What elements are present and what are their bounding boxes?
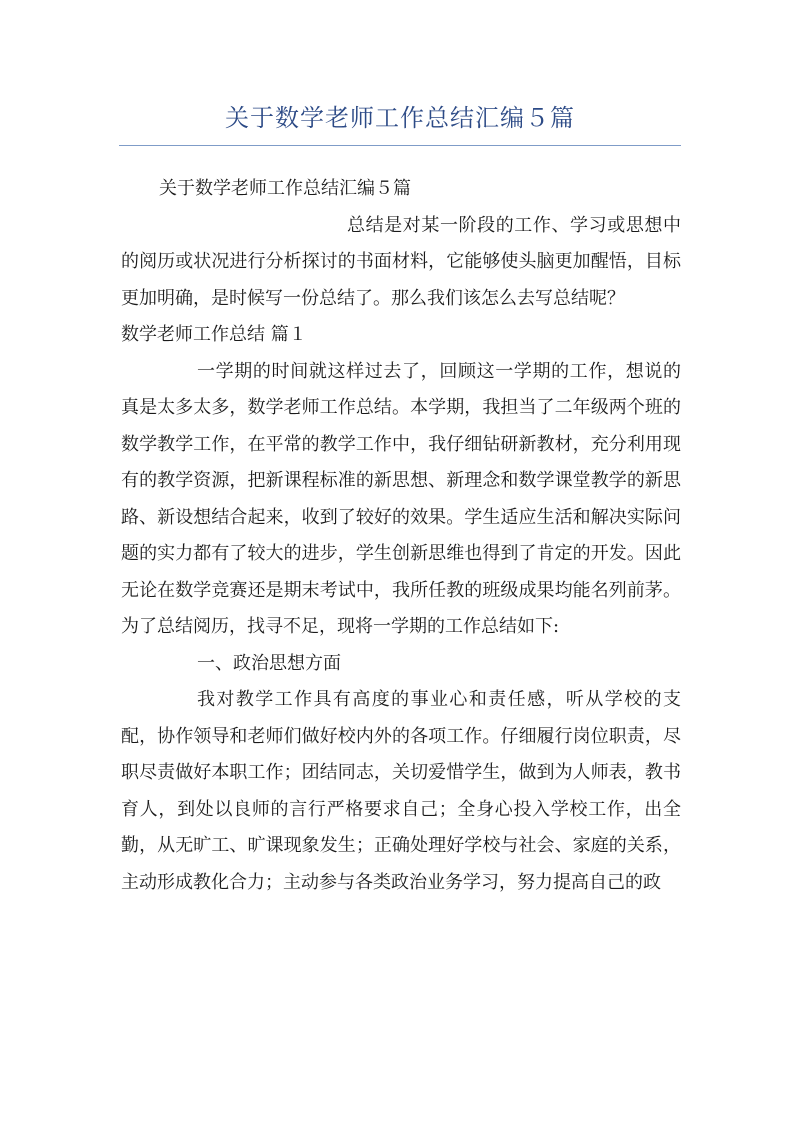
document-subtitle: 关于数学老师工作总结汇编５篇 — [159, 178, 411, 199]
title-divider — [119, 145, 681, 146]
body-paragraph-1: 一学期的时间就这样过去了，回顾这一学期的工作，想说的真是太多太多，数学老师工作总结。本学期，我担当了二年级两个班的数学教学工作，在平常的教学工作中，我仔细钻研新教材，充分利用现有的教学资源，把新课程标准的新思想、新理念和数学课堂教学的新思路、新设想结合起来，收到了较好的效果。学生适应生活和解决实际问题的实力都有了较大的进步，学生创新思维也得到了肯定的开发。因此无论在数学竞赛还是期末考试中，我所任教的班级成果均能名列前茅。为了总结阅历，找寻不足，现将一学期的工作总结如下: — [121, 360, 681, 637]
document-title: 关于数学老师工作总结汇编５篇 — [225, 104, 575, 132]
section-heading: 数学老师工作总结 篇１ — [121, 324, 307, 345]
body-paragraph-2: 我对教学工作具有高度的事业心和责任感，听从学校的支配，协作领导和老师们做好校内外的各项工作。仔细履行岗位职责，尽职尽责做好本职工作；团结同志，关切爱惜学生，做到为人师表，教书育人，到处以良师的言行严格要求自己；全身心投入学校工作，出全勤，从无旷工、旷课现象发生；正确处理好学校与社会、家庭的关系，主动形成教化合力；主动参与各类政治业务学习，努力提高自己的政 — [121, 689, 681, 893]
clause-heading: 一、政治思想方面 — [197, 652, 341, 674]
document-body — [121, 171, 681, 901]
intro-paragraph: 总结是对某一阶段的工作、学习或思想中的阅历或状况进行分析探讨的书面材料，它能够使头脑更加醒悟，目标更加明确，是时候写一份总结了。那么我们该怎么去写总结呢？ — [121, 214, 681, 309]
